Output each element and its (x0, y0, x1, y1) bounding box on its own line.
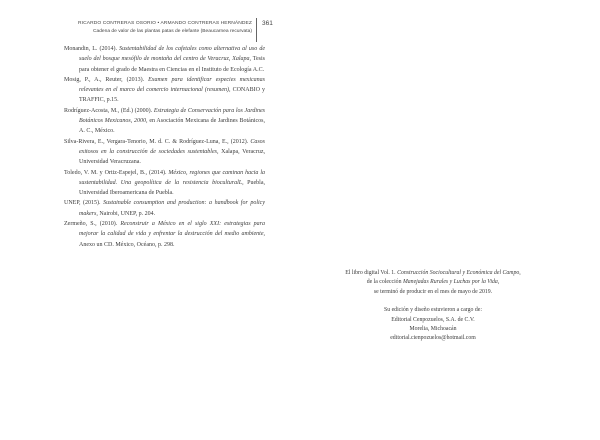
header-chapter-title: Cadena de valor de las plantas patas de elefante (Beaucarnea recurvata) (92, 29, 252, 34)
reference-entry: Rodríguez-Acosta, M., (Ed.) (2000). Estrategia de Conservación para los Jardines Botánicos Mexicanos, 2000, en Asociación Mexicana de Jardines Botánicos, A. C., México. (64, 107, 265, 135)
reference-entry: Mosig, P., A., Reuter, (2013). Examen para identificar especies mexicanas relevantes en el marco del comercio internacional (resumen), CONABIO y TRAFFIC, p.15. (64, 76, 266, 104)
reference-entry: Zermeño, S., (2010). Reconstruir a México en el siglo XXI: estrategias para mejorar la calidad de vida y enfrentar la destrucción del medio ambiente, Anexo un CD. México, Océano, p. 298. (64, 221, 266, 248)
page-number: 361 (262, 20, 273, 27)
colophon (318, 269, 548, 344)
colophon-line: de la colección Manejadas Rurales y Luchas por la Vida, (366, 279, 500, 286)
reference-entry: Silva-Rivera, E., Vergara-Tenorio, M. d. C. & Rodríguez-Luna, E., (2012). Casos exitosos en la construcción de sociedades sustentables, Xalapa, Veracruz, Universidad Veracruzana. (64, 138, 265, 166)
colophon-email: editorial.cienpozuelos@hotmail.com (390, 335, 476, 342)
colophon-line: se terminó de producir en el mes de mayo de 2019. (373, 288, 493, 295)
reference-entry: Toledo, V. M. y Ortiz-Espejel, B., (2014). México, regiones que caminan hacia la sustentabilidad. Una geopolítica de la resistencia bioculturalL, Puebla, Universidad Iberoamericana de Puebla. (64, 169, 265, 197)
running-header (60, 20, 252, 36)
reference-entry: Monandin, L. (2014). Sustentabilidad de los cafetales como alternativa al uso de suelo del bosque mesófilo de montaña del centro de Veracruz, Xalapa, Tesis para obtener el grado de Maestra en Ciencias en el Instituto de Ecología A.C. (64, 46, 265, 73)
header-authors: RICARDO CONTRERAS OSORIO • ARMANDO CONTRERAS HERNÁNDEZ (78, 21, 252, 26)
colophon-line: Editorial Cenpozuelos, S.A. de C.V. (391, 316, 475, 323)
colophon-line: El libro digital Vol. 1. Construcción Sociocultural y Económica del Campo, (345, 270, 521, 276)
colophon-line: Morelia, Michoacán (409, 326, 457, 333)
colophon-spacer (318, 297, 548, 306)
reference-list (64, 44, 265, 250)
reference-entry: UNEP, (2015). Sustainable consumption and production: a handbook for policy makers, Nairobi, UNEP, p. 204. (64, 200, 265, 217)
header-divider (256, 18, 257, 42)
colophon-line: Su edición y diseño estuvieron a cargo de: (384, 307, 482, 314)
